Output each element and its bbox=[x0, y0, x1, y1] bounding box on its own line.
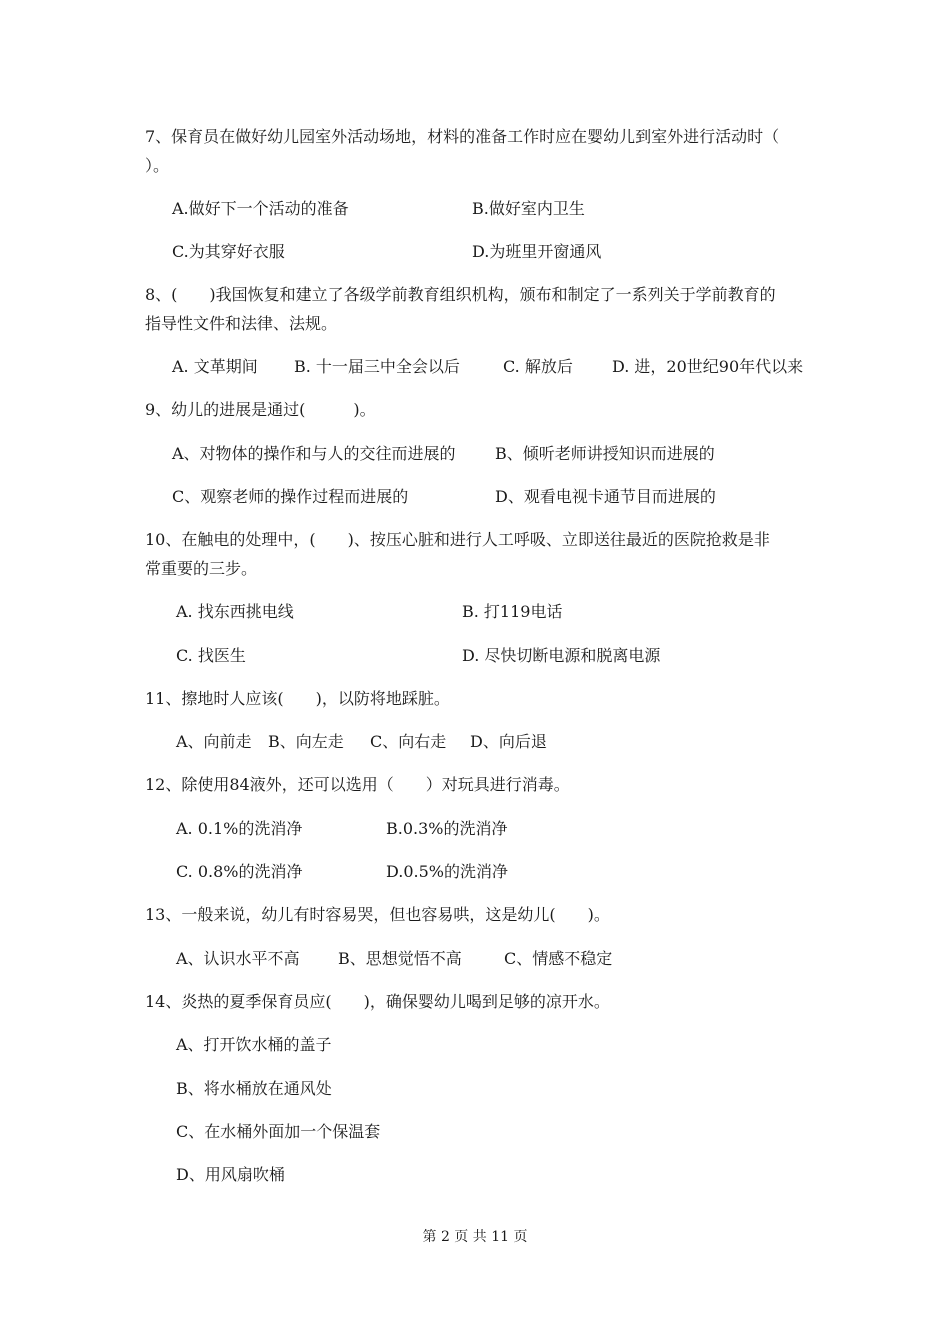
question-12-option-a: A. 0.1%的洗消净 bbox=[176, 819, 303, 838]
question-12-option-d: D.0.5%的洗消净 bbox=[386, 862, 508, 881]
question-12-option-b: B.0.3%的洗消净 bbox=[386, 819, 508, 838]
question-8-line-1: 8、( )我国恢复和建立了各级学前教育组织机构，颁布和制定了一系列关于学前教育的 bbox=[145, 285, 776, 304]
question-13-option-b: B、思想觉悟不高 bbox=[338, 949, 462, 968]
question-10-line-1: 10、在触电的处理中，( )、按压心脏和进行人工呼吸、立即送往最近的医院抢救是非 bbox=[145, 530, 770, 549]
question-10-line-2: 常重要的三步。 bbox=[145, 559, 258, 578]
question-8-option-a: A. 文革期间 bbox=[172, 357, 258, 376]
question-9-line-1: 9、幼儿的进展是通过( )。 bbox=[145, 400, 376, 419]
question-9-option-a: A、对物体的操作和与人的交往而进展的 bbox=[172, 444, 456, 463]
question-10-option-c: C. 找医生 bbox=[176, 646, 246, 665]
question-14-option-b: B、将水桶放在通风处 bbox=[176, 1079, 332, 1098]
question-9-option-c: C、观察老师的操作过程而进展的 bbox=[172, 487, 409, 506]
question-12-line-1: 12、除使用84液外，还可以选用（ ）对玩具进行消毒。 bbox=[145, 775, 570, 794]
question-8-option-c: C. 解放后 bbox=[503, 357, 573, 376]
question-14-option-a: A、打开饮水桶的盖子 bbox=[176, 1035, 332, 1054]
question-11-option-c: C、向右走 bbox=[370, 732, 447, 751]
question-11-option-d: D、向后退 bbox=[470, 732, 547, 751]
question-14-option-c: C、在水桶外面加一个保温套 bbox=[176, 1122, 381, 1141]
question-9-option-d: D、观看电视卡通节目而进展的 bbox=[495, 487, 716, 506]
question-7-line-1: 7、保育员在做好幼儿园室外活动场地，材料的准备工作时应在婴幼儿到室外进行活动时（ bbox=[145, 127, 780, 146]
question-10-option-a: A. 找东西挑电线 bbox=[176, 602, 294, 621]
question-11-option-a: A、向前走 bbox=[176, 732, 252, 751]
question-8-option-b: B. 十一届三中全会以后 bbox=[294, 357, 460, 376]
question-8-option-d: D. 进，20世纪90年代以来 bbox=[612, 357, 804, 376]
question-9-option-b: B、倾听老师讲授知识而进展的 bbox=[495, 444, 715, 463]
question-10-option-d: D. 尽快切断电源和脱离电源 bbox=[462, 646, 661, 665]
question-7-option-d: D.为班里开窗通风 bbox=[472, 242, 602, 261]
question-7-option-b: B.做好室内卫生 bbox=[472, 199, 585, 218]
question-10-option-b: B. 打119电话 bbox=[462, 602, 563, 621]
question-13-line-1: 13、一般来说，幼儿有时容易哭，但也容易哄，这是幼儿( )。 bbox=[145, 905, 610, 924]
question-7-option-a: A.做好下一个活动的准备 bbox=[172, 199, 349, 218]
question-12-option-c: C. 0.8%的洗消净 bbox=[176, 862, 303, 881]
question-8-line-2: 指导性文件和法律、法规。 bbox=[145, 314, 338, 333]
question-11-line-1: 11、擦地时人应该( )，以防将地踩脏。 bbox=[145, 689, 450, 708]
question-13-option-c: C、情感不稳定 bbox=[504, 949, 613, 968]
question-14-line-1: 14、炎热的夏季保育员应( )，确保婴幼儿喝到足够的凉开水。 bbox=[145, 992, 610, 1011]
question-7-line-2: ）。 bbox=[145, 156, 170, 175]
question-11-option-b: B、向左走 bbox=[268, 732, 344, 751]
question-7-option-c: C.为其穿好衣服 bbox=[172, 242, 285, 261]
question-13-option-a: A、认识水平不高 bbox=[176, 949, 300, 968]
page-footer: 第 2 页 共 11 页 bbox=[422, 1229, 528, 1245]
question-14-option-d: D、用风扇吹桶 bbox=[176, 1165, 285, 1184]
